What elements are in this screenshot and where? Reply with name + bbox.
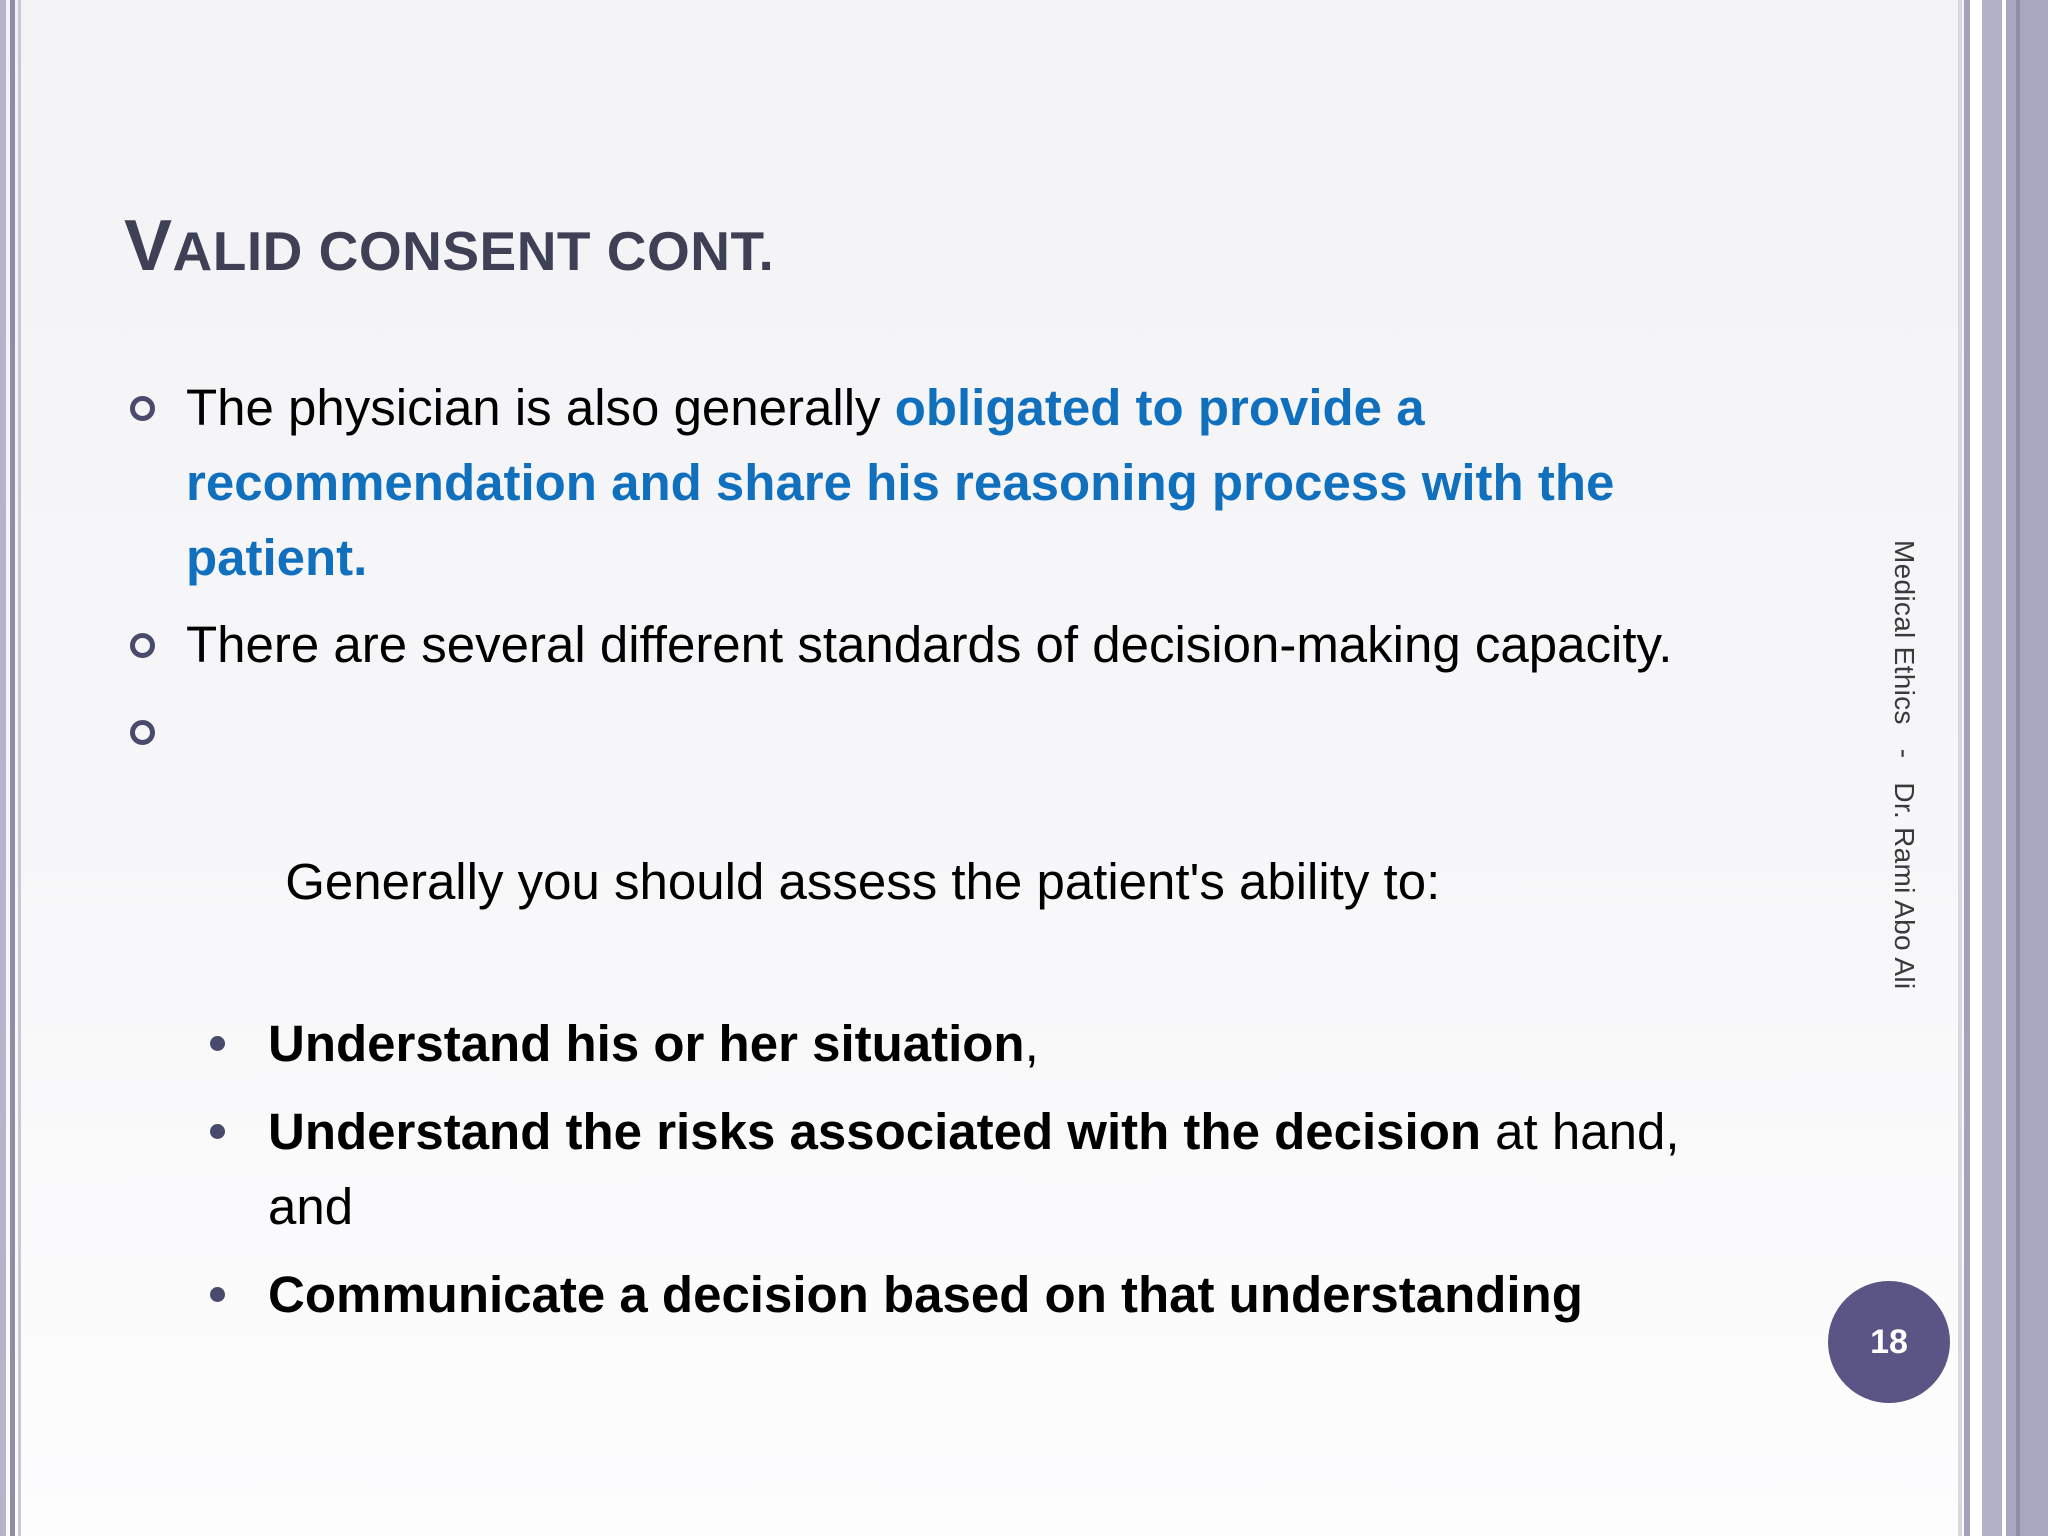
right-border-stripe: [1982, 0, 2002, 1536]
bullet-item-obligation: [120, 370, 1720, 595]
vertical-footer: [1888, 540, 1920, 989]
sub-bullet-item: [120, 1006, 1720, 1081]
footer-separator: -: [1889, 748, 1920, 759]
title-first-letter: V: [124, 206, 173, 286]
right-border-stripe: [2016, 0, 2020, 1536]
right-border-stripe: [1970, 0, 1982, 1536]
dot-bullet-icon: [210, 1124, 225, 1139]
title-rest: ALID CONSENT CONT.: [172, 220, 775, 282]
bullet-text: The physician is also generally: [186, 379, 895, 436]
footer-author: Dr. Rami Abo Ali: [1889, 782, 1920, 990]
slide-title: [124, 205, 774, 287]
ring-bullet-icon: [130, 396, 155, 421]
bullet-text: There are several different standards of decision-making capacity.: [186, 616, 1673, 673]
left-border-stripe: [0, 0, 6, 1536]
bullet-highlight-text: obligated to provide a recommendation and share his reasoning process with the patient.: [186, 379, 1615, 586]
bullet-list: [120, 370, 1720, 1345]
sub-bullet-list: [120, 1006, 1720, 1332]
sub-bullet-bold-text: Understand the risks associated with the decision: [268, 1103, 1481, 1160]
right-border-stripe: [2006, 0, 2048, 1536]
ring-bullet-icon: [130, 633, 155, 658]
page-number: 18: [1870, 1322, 1908, 1361]
sub-bullet-item: [120, 1094, 1720, 1244]
sub-bullet-bold-text: Understand his or her situation: [268, 1015, 1025, 1072]
sub-bullet-item: [120, 1257, 1720, 1332]
ring-bullet-icon: [130, 720, 155, 745]
right-border-stripe: [1958, 0, 1962, 1536]
dot-bullet-icon: [210, 1036, 225, 1051]
sub-bullet-rest-text: ,: [1024, 1015, 1039, 1072]
sub-bullet-rest-text: at hand, and: [268, 1103, 1680, 1235]
bullet-item-standards: [120, 607, 1720, 682]
bullet-item-assess: [120, 694, 1720, 994]
left-border-stripe: [18, 0, 21, 1536]
left-border-stripe: [10, 0, 15, 1536]
bullet-text: Generally you should assess the patient's ability to:: [271, 853, 1441, 910]
page-number-badge: [1828, 1281, 1950, 1403]
footer-course: Medical Ethics: [1889, 540, 1920, 725]
sub-bullet-bold-text: Communicate a decision based on that understanding: [268, 1266, 1583, 1323]
dot-bullet-icon: [210, 1287, 225, 1302]
